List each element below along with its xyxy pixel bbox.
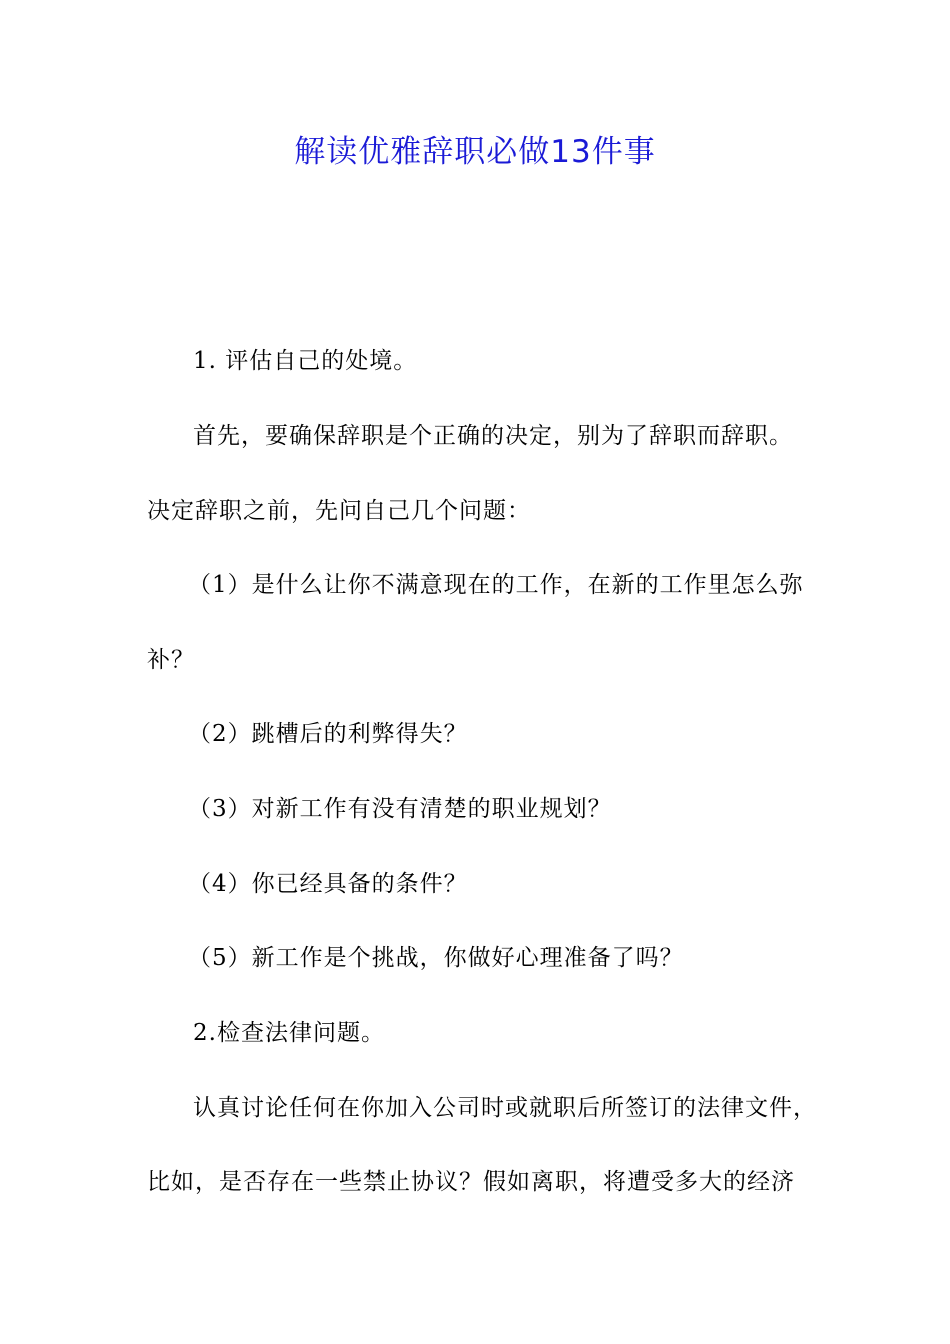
paragraph-line: 比如，是否存在一些禁止协议？假如离职，将遭受多大的经济 bbox=[147, 1169, 795, 1195]
question-item-2: （2）跳槽后的利弊得失？ bbox=[188, 721, 468, 747]
paragraph-line: 首先，要确保辞职是个正确的决定，别为了辞职而辞职。 bbox=[193, 423, 793, 449]
question-item-1-continued: 补？ bbox=[147, 647, 195, 673]
question-item-1: （1）是什么让你不满意现在的工作，在新的工作里怎么弥 bbox=[188, 572, 804, 598]
question-item-3: （3）对新工作有没有清楚的职业规划？ bbox=[188, 796, 612, 822]
question-item-4: （4）你已经具备的条件？ bbox=[188, 871, 468, 897]
paragraph-line: 认真讨论任何在你加入公司时或就职后所签订的法律文件， bbox=[193, 1095, 817, 1121]
document-title: 解读优雅辞职必做13件事 bbox=[294, 134, 656, 170]
heading-step-2: 2.检查法律问题。 bbox=[193, 1020, 385, 1046]
paragraph-line: 决定辞职之前，先问自己几个问题： bbox=[147, 498, 531, 524]
heading-step-1: 1. 评估自己的处境。 bbox=[193, 348, 418, 374]
question-item-5: （5）新工作是个挑战，你做好心理准备了吗？ bbox=[188, 945, 684, 971]
